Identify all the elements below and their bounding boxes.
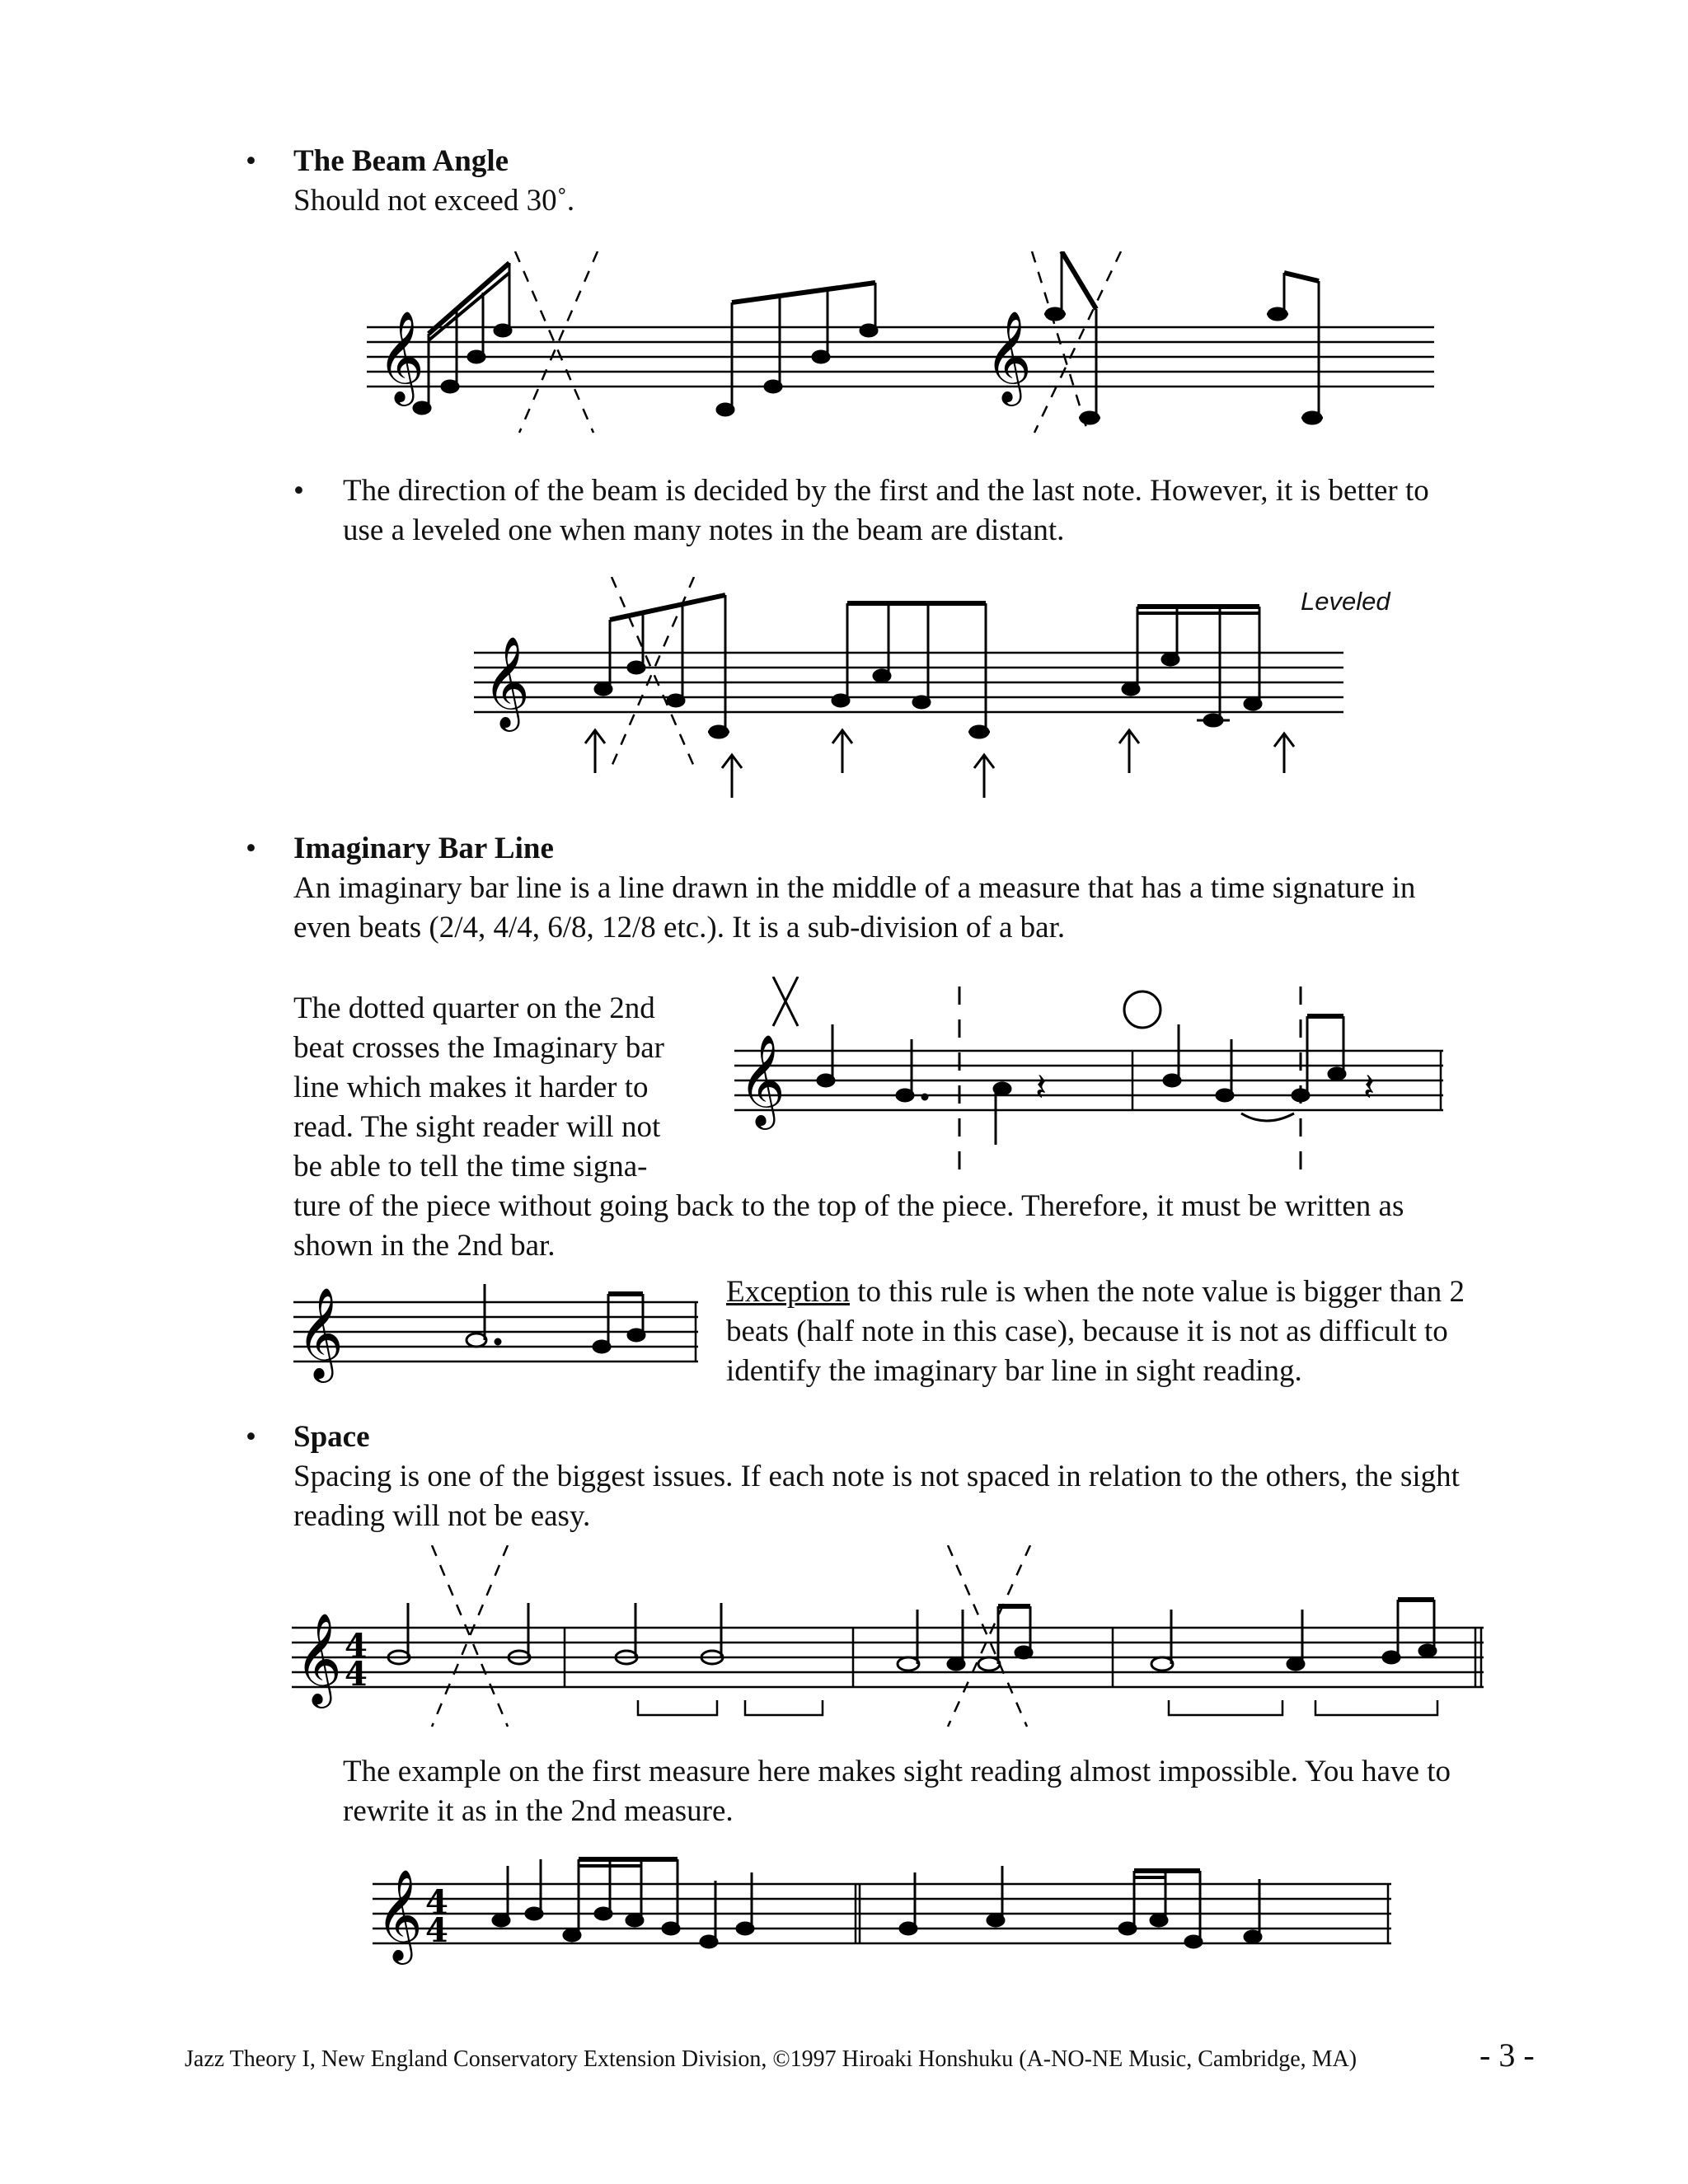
space-line2: reading will not be easy. (293, 1499, 591, 1533)
sub-bullet: • (293, 474, 304, 508)
exception-figure (290, 1269, 702, 1385)
section-title-space: Space (293, 1420, 370, 1454)
svg-text:𝄞: 𝄞 (295, 1612, 342, 1704)
svg-text:𝄽: 𝄽 (1363, 1065, 1376, 1109)
bullet: • (246, 832, 256, 865)
beam-angle-rule: Should not exceed 30˚. (293, 184, 575, 218)
page-number: - 3 - (1479, 2036, 1535, 2074)
exception-word: Exception (726, 1275, 851, 1309)
exception-text: to this rule is when the note value is bigger than 2 (850, 1275, 1465, 1309)
leveled-label: Leveled (1301, 587, 1390, 616)
bullet: • (246, 1420, 256, 1454)
beam-direction-line1: The direction of the beam is decided by the first and the last note. However, it is better to (343, 474, 1429, 508)
side-text-line5: be able to tell the time signa- (293, 1150, 648, 1183)
beam-direction-line2: use a leveled one when many notes in the beam are distant. (343, 513, 1065, 547)
imaginary-line1: An imaginary bar line is a line drawn in the middle of a measure that has a time signature in (293, 871, 1416, 905)
svg-text:4: 4 (425, 1911, 448, 1950)
imaginary-bar-figure (730, 977, 1456, 1183)
side-text-line3: line which makes it harder to (293, 1071, 649, 1104)
svg-text:𝄞: 𝄞 (738, 1033, 785, 1126)
exception-line1 (726, 1272, 1465, 1312)
svg-text:4: 4 (425, 1883, 448, 1922)
footer-credit: Jazz Theory I, New England Conservatory Extension Division, ©1997 Hiroaki Honshuku (A-NO-NE Music, Cambridge, MA) (185, 2046, 1357, 2072)
continue-line2: shown in the 2nd bar. (293, 1229, 556, 1263)
beam-angle-figure (363, 251, 1451, 449)
side-text-line1: The dotted quarter on the 2nd (293, 991, 655, 1025)
space-after-line2: rewrite it as in the 2nd measure. (343, 1794, 734, 1828)
leveled-beam-figure (470, 577, 1393, 799)
svg-text:𝄞: 𝄞 (483, 635, 530, 728)
bullet: • (246, 144, 256, 178)
section-title-imaginary-bar-line: Imaginary Bar Line (293, 832, 554, 865)
svg-text:𝄞: 𝄞 (376, 1868, 423, 1961)
rewrite-figure (369, 1838, 1400, 1970)
svg-text:𝄞: 𝄞 (377, 310, 424, 402)
svg-text:𝄽: 𝄽 (1035, 1065, 1048, 1109)
continue-line1: ture of the piece without going back to the top of the piece. Therefore, it must be written as (293, 1189, 1404, 1223)
svg-text:4: 4 (345, 1655, 368, 1694)
svg-text:4: 4 (345, 1627, 368, 1666)
exception-line2: beats (half note in this case), because it is not as difficult to (726, 1315, 1448, 1348)
svg-text:𝄞: 𝄞 (985, 310, 1032, 402)
side-text-line2: beat crosses the Imaginary bar (293, 1031, 664, 1065)
space-line1: Spacing is one of the biggest issues. If each note is not spaced in relation to the others, the sight (293, 1460, 1460, 1493)
svg-text:𝄞: 𝄞 (297, 1286, 344, 1379)
spacing-figure (288, 1545, 1492, 1735)
exception-line3: identify the imaginary bar line in sight reading. (726, 1354, 1302, 1388)
space-after-line1: The example on the first measure here makes sight reading almost impossible. You have to (343, 1755, 1451, 1788)
imaginary-line2: even beats (2/4, 4/4, 6/8, 12/8 etc.). It is a sub-division of a bar. (293, 911, 1066, 944)
side-text-line4: read. The sight reader will not (293, 1110, 661, 1144)
section-title-beam-angle: The Beam Angle (293, 144, 509, 178)
